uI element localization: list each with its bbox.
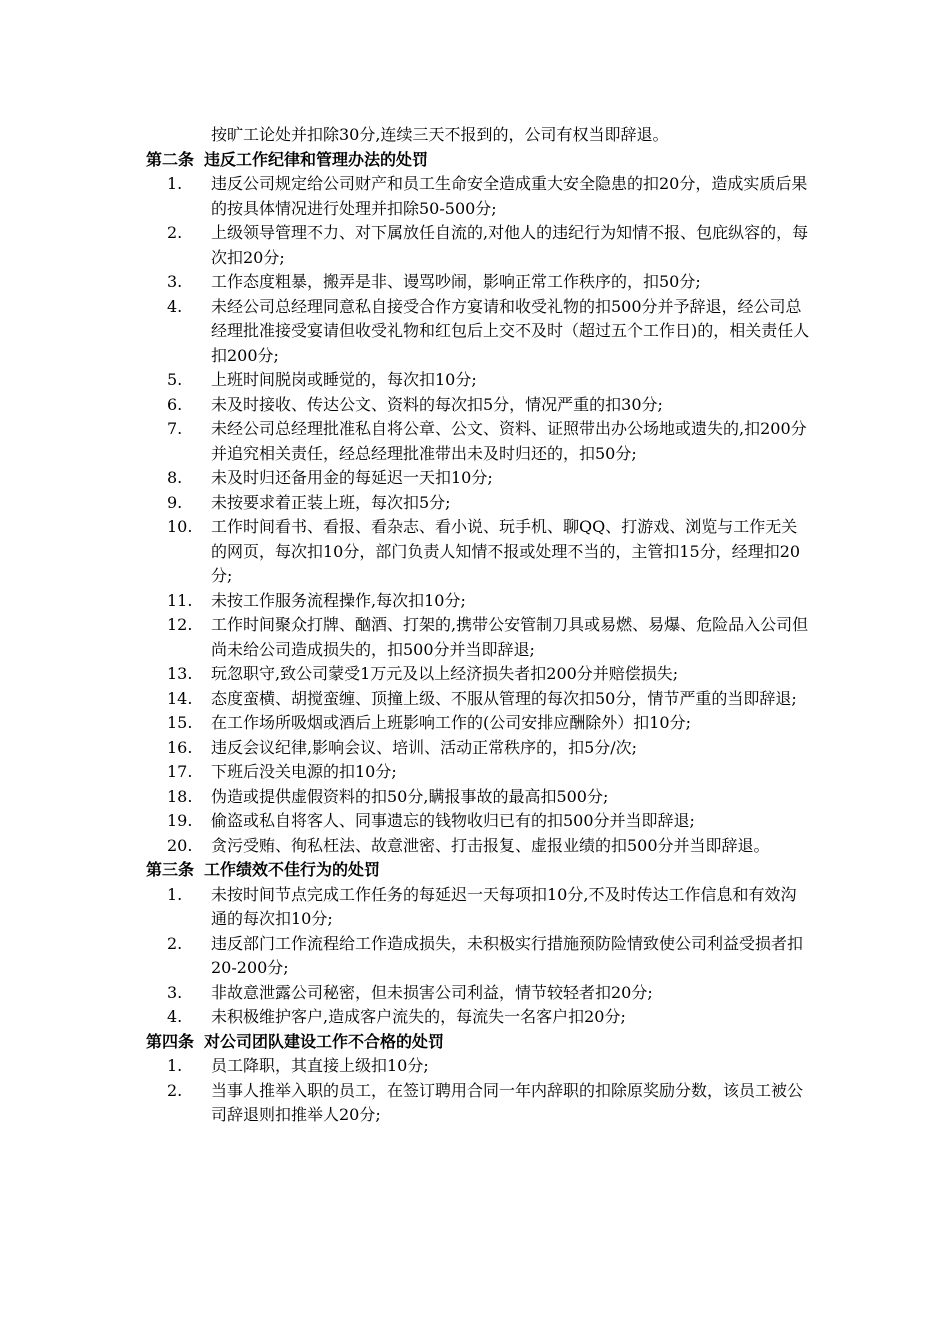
item-text: 未及时接收、传达公文、资料的每次扣5分，情况严重的扣30分; bbox=[211, 394, 663, 414]
item-text: 在工作场所吸烟或酒后上班影响工作的(公司安排应酬除外）扣10分; bbox=[211, 713, 691, 732]
item-text: 贪污受贿、徇私枉法、故意泄密、打击报复、虚报业绩的扣500分并当即辞退。 bbox=[211, 835, 770, 855]
list-item bbox=[167, 613, 811, 662]
item-number: 1. bbox=[167, 884, 183, 904]
item-text: 上级领导管理不力、对下属放任自流的,对他人的违纪行为知情不报、包庇纵容的，每次扣20分; bbox=[211, 223, 809, 267]
item-text: 工作时间看书、看报、看杂志、看小说、玩手机、聊QQ、打游戏、浏览与工作无关的网页，每次扣10分，部门负责人知情不报或处理不当的，主管扣15分，经理扣20分; bbox=[211, 517, 801, 585]
list-item bbox=[167, 221, 811, 270]
item-text: 违反部门工作流程给工作造成损失，未积极实行措施预防险情致使公司利益受损者扣20-200分; bbox=[211, 933, 804, 977]
list-item bbox=[167, 1005, 811, 1030]
list-item bbox=[167, 662, 811, 687]
list-item bbox=[167, 785, 811, 810]
list-item bbox=[167, 515, 811, 589]
section-title bbox=[146, 148, 950, 173]
item-number: 2. bbox=[167, 223, 183, 242]
list-item bbox=[167, 932, 811, 981]
item-number: 9. bbox=[167, 492, 183, 512]
section-label: 第三条 bbox=[146, 860, 195, 879]
item-number: 5. bbox=[167, 370, 183, 389]
item-text: 态度蛮横、胡搅蛮缠、顶撞上级、不服从管理的每次扣50分，情节严重的当即辞退; bbox=[211, 688, 797, 708]
item-number: 1. bbox=[167, 1056, 183, 1075]
item-number: 19. bbox=[167, 811, 193, 830]
item-text: 未按时间节点完成工作任务的每延迟一天每项扣10分,不及时传达工作信息和有效沟通的每次扣10分; bbox=[211, 884, 797, 928]
list-item bbox=[167, 834, 811, 859]
list-item bbox=[167, 1054, 811, 1079]
item-text: 违反公司规定给公司财产和员工生命安全造成重大安全隐患的扣20分，造成实质后果的按具体情况进行处理并扣除50-500分; bbox=[211, 174, 808, 218]
item-text: 未经公司总经理批准私自将公章、公文、资料、证照带出办公场地或遗失的,扣200分并追究相关责任，经总经理批准带出未及时归还的，扣50分; bbox=[211, 419, 807, 463]
list-item bbox=[167, 809, 811, 834]
item-text: 未及时归还备用金的每延迟一天扣10分; bbox=[211, 468, 493, 487]
list-item bbox=[167, 491, 811, 516]
list-item bbox=[167, 883, 811, 932]
list-item bbox=[167, 172, 811, 221]
section-title bbox=[146, 1030, 950, 1055]
section-title bbox=[146, 858, 950, 883]
item-text: 未经公司总经理同意私自接受合作方宴请和收受礼物的扣500分并予辞退，经公司总经理批准接受宴请但收受礼物和红包后上交不及时（超过五个工作日)的，相关责任人扣200分; bbox=[211, 296, 810, 365]
item-number: 13. bbox=[167, 664, 193, 683]
item-number: 3. bbox=[167, 272, 183, 291]
section-heading: 对公司团队建设工作不合格的处罚 bbox=[204, 1031, 445, 1051]
list-item bbox=[167, 393, 811, 418]
item-text: 当事人推举入职的员工，在签订聘用合同一年内辞职的扣除原奖励分数，该员工被公司辞退则扣推举人20分; bbox=[211, 1080, 804, 1124]
item-number: 2. bbox=[167, 933, 183, 953]
item-number: 18. bbox=[167, 786, 193, 806]
sections bbox=[0, 148, 950, 1128]
item-text: 偷盗或私自将客人、同事遗忘的钱物收归已有的扣500分并当即辞退; bbox=[211, 811, 695, 830]
list-item bbox=[167, 687, 811, 712]
item-number: 15. bbox=[167, 713, 193, 732]
list-item bbox=[167, 295, 811, 369]
item-number: 11. bbox=[167, 590, 193, 610]
item-number: 4. bbox=[167, 1007, 183, 1026]
item-text: 上班时间脱岗或睡觉的，每次扣10分; bbox=[211, 370, 477, 389]
item-text: 工作时间聚众打牌、酗酒、打架的,携带公安管制刀具或易燃、易爆、危险品入公司但尚未给公司造成损失的，扣500分并当即辞退; bbox=[211, 615, 809, 659]
list-item bbox=[167, 760, 811, 785]
item-text: 工作态度粗暴，搬弄是非、谩骂吵闹，影响正常工作秩序的，扣50分; bbox=[211, 272, 701, 291]
item-number: 16. bbox=[167, 737, 193, 757]
list-item bbox=[167, 1079, 811, 1128]
item-text: 玩忽职守,致公司蒙受1万元及以上经济损失者扣200分并赔偿损失; bbox=[211, 664, 679, 683]
list-item bbox=[167, 736, 811, 761]
item-number: 12. bbox=[167, 615, 193, 634]
item-text: 非故意泄露公司秘密，但未损害公司利益，情节较轻者扣20分; bbox=[211, 982, 653, 1002]
item-number: 2. bbox=[167, 1080, 183, 1100]
section-label: 第二条 bbox=[146, 149, 195, 169]
item-number: 10. bbox=[167, 517, 193, 536]
item-number: 8. bbox=[167, 468, 183, 487]
list-item bbox=[167, 368, 811, 393]
section-heading: 违反工作纪律和管理办法的处罚 bbox=[204, 149, 429, 169]
section-heading: 工作绩效不佳行为的处罚 bbox=[204, 860, 381, 879]
item-text: 员工降职，其直接上级扣10分; bbox=[211, 1056, 429, 1075]
list-item bbox=[167, 589, 811, 614]
item-text: 伪造或提供虚假资料的扣50分,瞒报事故的最高扣500分; bbox=[211, 786, 609, 806]
list-item bbox=[167, 466, 811, 491]
item-text: 未积极维护客户,造成客户流失的，每流失一名客户扣20分; bbox=[211, 1007, 626, 1026]
list-item bbox=[167, 270, 811, 295]
item-list bbox=[0, 883, 950, 1030]
continuation-text: 按旷工论处并扣除30分,连续三天不报到的，公司有权当即辞退。 bbox=[211, 125, 669, 144]
item-list bbox=[0, 1054, 950, 1128]
item-number: 1. bbox=[167, 174, 183, 193]
item-text: 未按工作服务流程操作,每次扣10分; bbox=[211, 590, 466, 610]
item-number: 17. bbox=[167, 762, 193, 781]
item-number: 6. bbox=[167, 394, 183, 414]
list-item bbox=[167, 711, 811, 736]
item-number: 7. bbox=[167, 419, 183, 438]
item-text: 未按要求着正装上班，每次扣5分; bbox=[211, 492, 451, 512]
list-item bbox=[167, 981, 811, 1006]
section-label: 第四条 bbox=[146, 1031, 195, 1051]
item-text: 违反会议纪律,影响会议、培训、活动正常秩序的，扣5分/次; bbox=[211, 737, 638, 757]
item-number: 14. bbox=[167, 688, 193, 708]
list-item bbox=[167, 417, 811, 466]
item-number: 4. bbox=[167, 296, 183, 316]
item-number: 20. bbox=[167, 835, 193, 855]
item-number: 3. bbox=[167, 982, 183, 1002]
item-list bbox=[0, 172, 950, 858]
item-text: 下班后没关电源的扣10分; bbox=[211, 762, 397, 781]
